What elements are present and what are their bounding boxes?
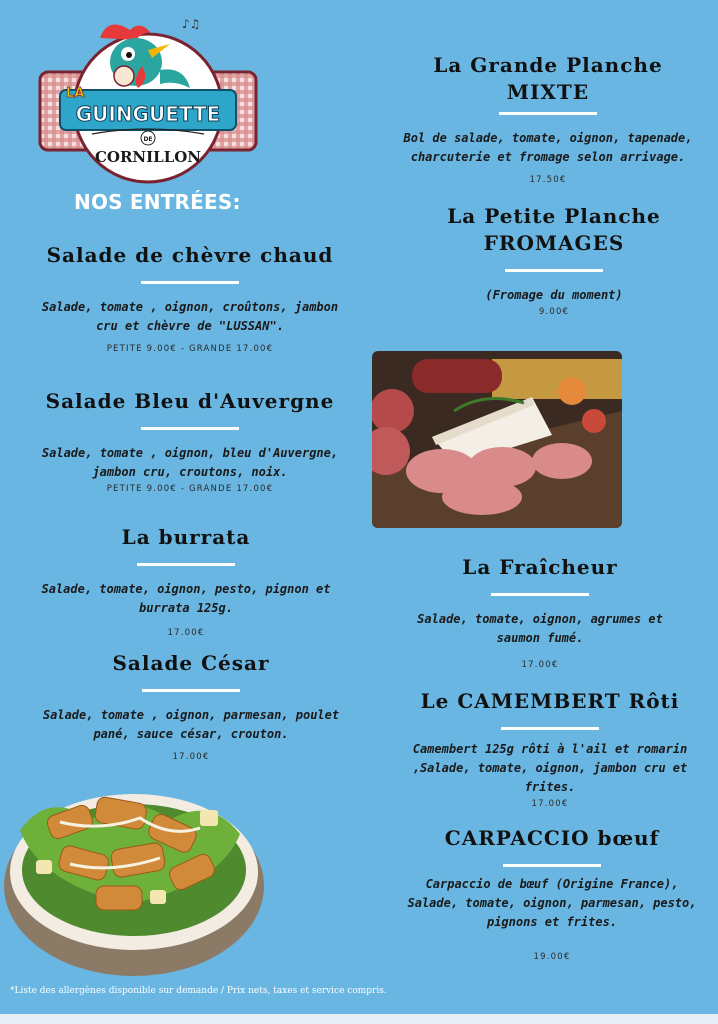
dish-fraicheur: [390, 554, 690, 670]
title-rule: [137, 563, 235, 566]
dish-carpaccio: [402, 825, 702, 962]
section-heading: NOS ENTRÉES:: [74, 190, 241, 214]
title-rule: [499, 112, 597, 115]
dish-title: Salade Bleu d'Auvergne: [45, 389, 335, 413]
dish-price: 19.00€: [533, 952, 571, 962]
dish-title: Le CAMEMBERT Rôti: [420, 689, 680, 713]
title-rule: [503, 864, 601, 867]
salade-cesar-photo: [0, 760, 268, 980]
dish-petite-planche: [404, 203, 704, 317]
bottom-bar: [0, 1014, 718, 1024]
title-rule: [491, 593, 589, 596]
dish-title: Salade de chèvre chaud: [46, 243, 334, 267]
dish-price: 9.00€: [538, 307, 570, 317]
svg-text:♪♫: ♪♫: [182, 17, 201, 31]
allergen-footnote: *Liste des allergènes disponible sur demande / Prix nets, taxes et service compris.: [10, 986, 387, 996]
dish-grande-planche: [398, 52, 698, 185]
logo-line-3: DE: [143, 136, 153, 143]
logo-line-2: GUINGUETTE: [75, 102, 221, 126]
dish-price: 17.50€: [529, 175, 567, 185]
dish-salade-chevre: [40, 242, 340, 354]
dish-salade-cesar: [41, 650, 341, 762]
dish-description: Camembert 125g rôti à l'ail et romarin ,Salade, tomate, oignon, jambon cru et frites.: [412, 742, 688, 794]
dish-description: Salade, tomate , oignon, croûtons, jambon cru et chèvre de "LUSSAN".: [41, 300, 339, 333]
title-rule: [501, 727, 599, 730]
dish-title: La Grande Planche MIXTE: [433, 53, 663, 104]
dish-price: 17.00€: [521, 660, 559, 670]
dish-burrata: [36, 524, 336, 638]
dish-title: CARPACCIO bœuf: [444, 826, 660, 850]
dish-price: 17.00€: [172, 752, 210, 762]
dish-title: La Petite Planche FROMAGES: [447, 204, 661, 255]
dish-price: PETITE 9.00€ - GRANDE 17.00€: [106, 344, 274, 354]
logo-line-1: LA: [66, 86, 85, 101]
guinguette-logo: [36, 10, 260, 186]
title-rule: [141, 427, 239, 430]
dish-camembert: [400, 688, 700, 809]
dish-salade-bleu: [40, 388, 340, 494]
planche-photo: [372, 351, 622, 528]
dish-description: Bol de salade, tomate, oignon, tapenade, charcuterie et fromage selon arrivage.: [403, 131, 693, 164]
title-rule: [505, 269, 603, 272]
dish-description: Carpaccio de bœuf (Origine France), Salade, tomate, oignon, parmesan, pesto, pignons et frites.: [407, 877, 697, 929]
dish-description: Salade, tomate , oignon, bleu d'Auvergne, jambon cru, croutons, noix.: [41, 446, 339, 479]
title-rule: [142, 689, 240, 692]
dish-description: (Fromage du moment): [485, 288, 623, 302]
dish-description: Salade, tomate, oignon, pesto, pignon et burrata 125g.: [41, 582, 331, 615]
dish-price: 17.00€: [531, 799, 569, 809]
dish-description: Salade, tomate, oignon, agrumes et saumon fumé.: [417, 612, 663, 645]
logo-line-4: CORNILLON: [94, 148, 202, 166]
dish-description: Salade, tomate , oignon, parmesan, poulet pané, sauce césar, crouton.: [42, 708, 340, 741]
title-rule: [141, 281, 239, 284]
dish-title: La burrata: [121, 525, 251, 549]
dish-title: Salade César: [112, 651, 270, 675]
dish-price: PETITE 9.00€ - GRANDE 17.00€: [106, 484, 274, 494]
dish-price: 17.00€: [167, 628, 205, 638]
dish-title: La Fraîcheur: [462, 555, 618, 579]
